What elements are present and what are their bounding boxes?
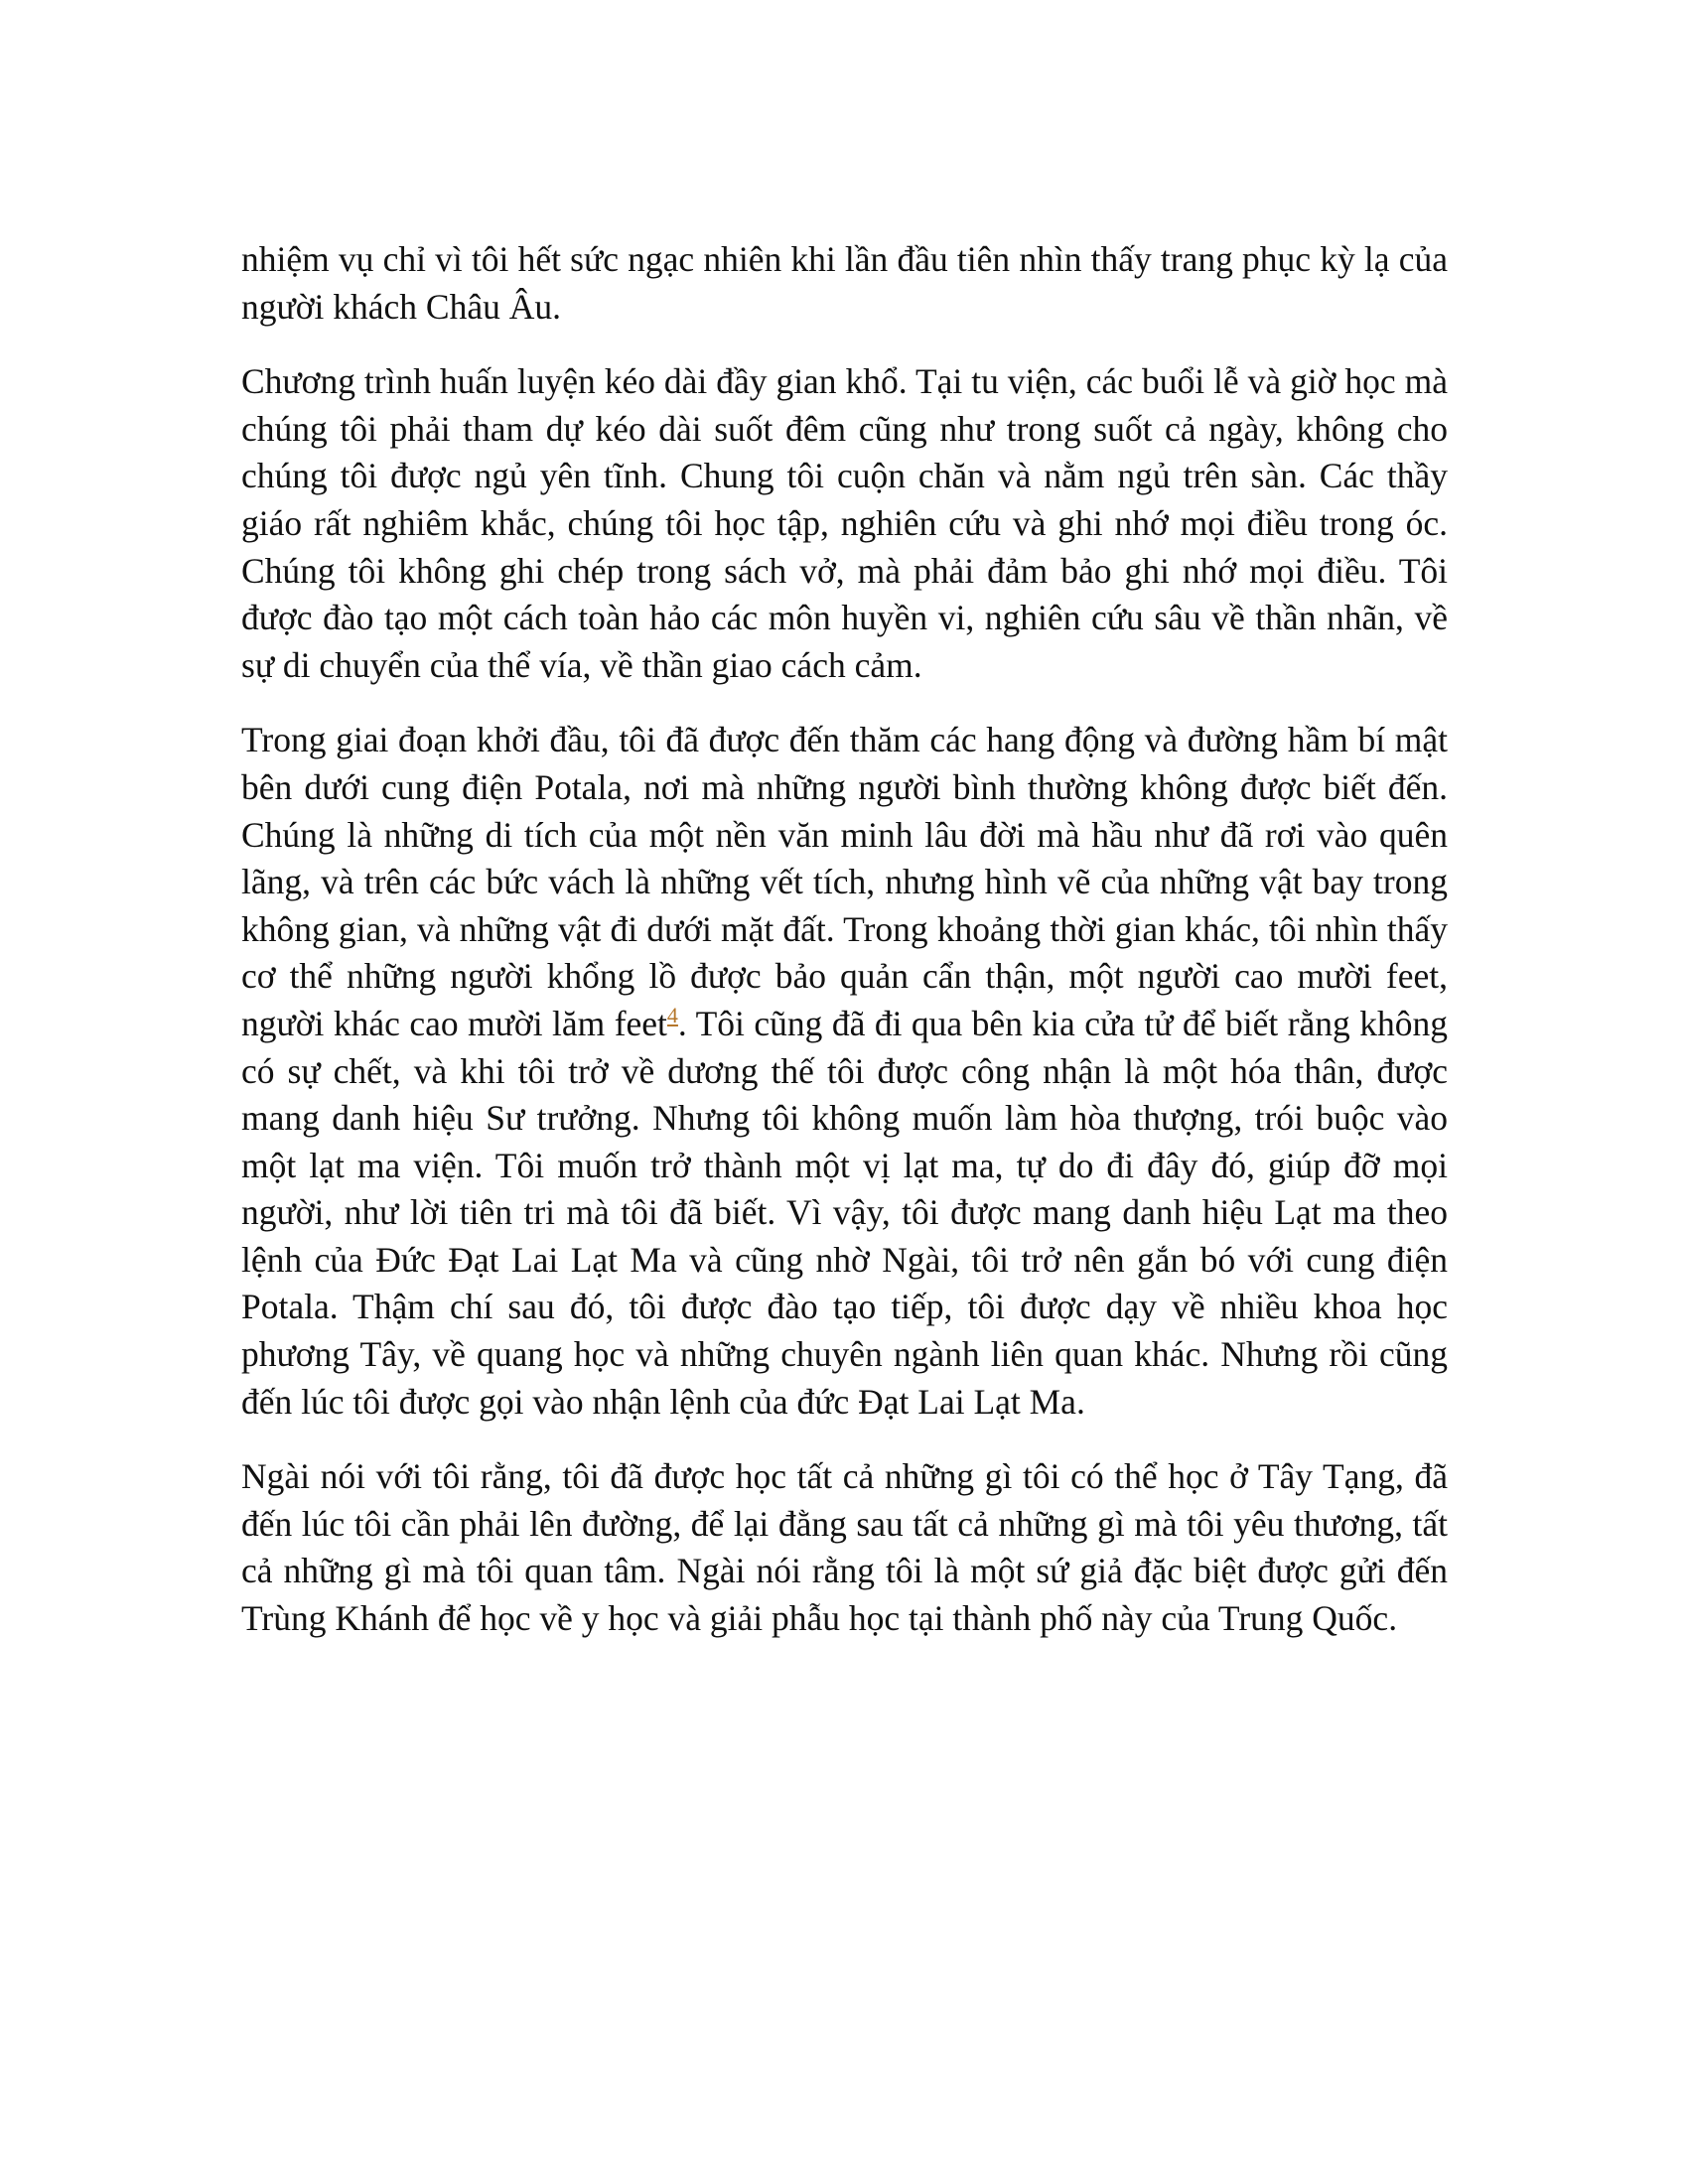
paragraph-3-text-after: . Tôi cũng đã đi qua bên kia cửa tử để biết rằng không có sự chết, và khi tôi trở về dương thế tôi được công nhận là một hóa thân, được mang danh hiệu Sư trưởng. Nhưng tôi không muốn làm hòa thượng, trói buộc vào một lạt ma viện. Tôi muốn trở thành một vị lạt ma, tự do đi đây đó, giúp đỡ mọi người, như lời tiên tri mà tôi đã biết. Vì vậy, tôi được mang danh hiệu Lạt ma theo lệnh của Đức Đạt Lai Lạt Ma và cũng nhờ Ngài, tôi trở nên gắn bó với cung điện Potala. Thậm chí sau đó, tôi được đào tạo tiếp, tôi được dạy về nhiều khoa học phương Tây, về quang học và những chuyên ngành liên quan khác. Nhưng rồi cũng đến lúc tôi được gọi vào nhận lệnh của đức Đạt Lai Lạt Ma. bbox=[241, 1003, 1448, 1422]
paragraph-1-text: nhiệm vụ chỉ vì tôi hết sức ngạc nhiên khi lần đầu tiên nhìn thấy trang phục kỳ lạ của người khách Châu Âu. bbox=[241, 239, 1448, 327]
paragraph-1 bbox=[241, 236, 1448, 331]
paragraph-3 bbox=[241, 717, 1448, 1426]
paragraph-3-text-before: Trong giai đoạn khởi đầu, tôi đã được đến thăm các hang động và đường hầm bí mật bên dưới cung điện Potala, nơi mà những người bình thường không được biết đến. Chúng là những di tích của một nền văn minh lâu đời mà hầu như đã rơi vào quên lãng, và trên các bức vách là những vết tích, nhưng hình vẽ của những vật bay trong không gian, và những vật đi dưới mặt đất. Trong khoảng thời gian khác, tôi nhìn thấy cơ thể những người khổng lồ được bảo quản cẩn thận, một người cao mười feet, người khác cao mười lăm feet bbox=[241, 720, 1448, 1043]
document-page bbox=[241, 236, 1448, 1671]
footnote-4-link[interactable]: 4 bbox=[666, 1003, 678, 1028]
paragraph-4-text: Ngài nói với tôi rằng, tôi đã được học tất cả những gì tôi có thể học ở Tây Tạng, đã đến lúc tôi cần phải lên đường, để lại đằng sau tất cả những gì mà tôi yêu thương, tất cả những gì mà tôi quan tâm. Ngài nói rằng tôi là một sứ giả đặc biệt được gửi đến Trùng Khánh để học về y học và giải phẫu học tại thành phố này của Trung Quốc. bbox=[241, 1456, 1448, 1639]
paragraph-2-text: Chương trình huấn luyện kéo dài đầy gian khổ. Tại tu viện, các buổi lễ và giờ học mà chúng tôi phải tham dự kéo dài suốt đêm cũng như trong suốt cả ngày, không cho chúng tôi được ngủ yên tĩnh. Chung tôi cuộn chăn và nằm ngủ trên sàn. Các thầy giáo rất nghiêm khắc, chúng tôi học tập, nghiên cứu và ghi nhớ mọi điều trong óc. Chúng tôi không ghi chép trong sách vở, mà phải đảm bảo ghi nhớ mọi điều. Tôi được đào tạo một cách toàn hảo các môn huyền vi, nghiên cứu sâu về thần nhãn, về sự di chuyển của thể vía, về thần giao cách cảm. bbox=[241, 361, 1448, 685]
paragraph-2 bbox=[241, 358, 1448, 689]
paragraph-4 bbox=[241, 1453, 1448, 1642]
